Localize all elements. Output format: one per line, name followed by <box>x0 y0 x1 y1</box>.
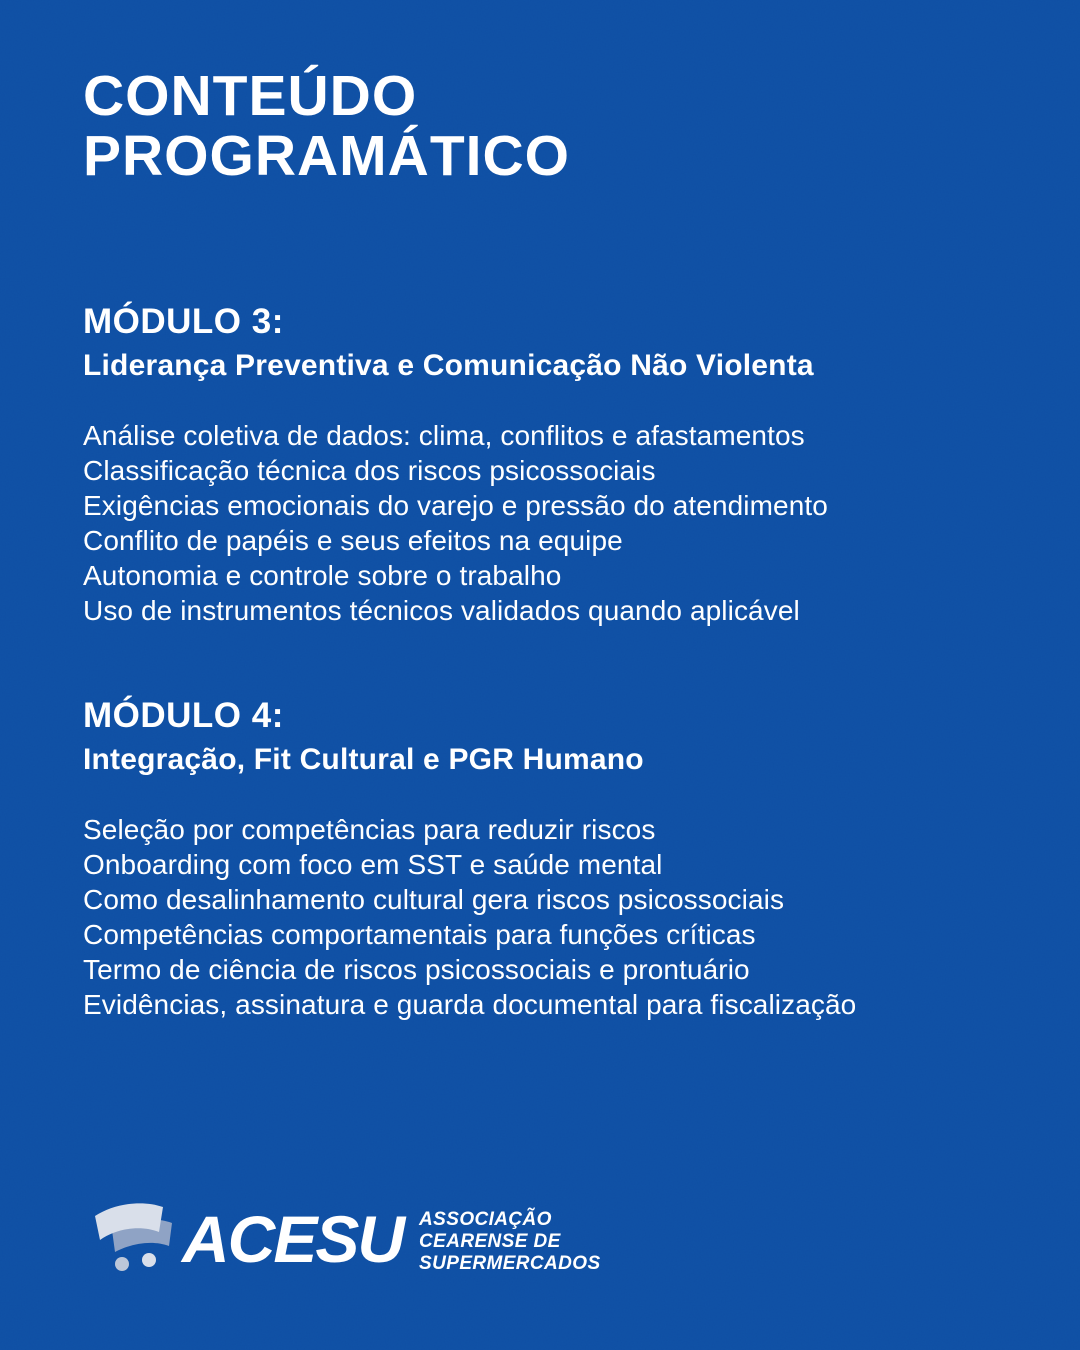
module-3-section <box>83 300 1013 628</box>
page-title <box>83 66 570 187</box>
acesu-logo <box>92 1196 601 1276</box>
list-item: Seleção por competências para reduzir riscos <box>83 814 656 845</box>
module-3-subtitle: Liderança Preventiva e Comunicação Não Violenta <box>83 349 814 382</box>
list-item: Onboarding com foco em SST e saúde mental <box>83 849 663 880</box>
list-item: Autonomia e controle sobre o trabalho <box>83 560 562 591</box>
brand-wordmark: ACESU <box>182 1202 404 1276</box>
org-name-line3: SUPERMERCADOS <box>419 1253 601 1274</box>
list-item: Termo de ciência de riscos psicossociais e prontuário <box>83 954 750 985</box>
list-item: Conflito de papéis e seus efeitos na equipe <box>83 525 623 556</box>
list-item: Como desalinhamento cultural gera riscos psicossociais <box>83 884 785 915</box>
list-item: Competências comportamentais para funções críticas <box>83 919 756 950</box>
list-item: Exigências emocionais do varejo e pressão do atendimento <box>83 490 828 521</box>
org-name <box>419 1209 601 1275</box>
org-name-line1: ASSOCIAÇÃO <box>419 1209 552 1230</box>
module-4-section <box>83 694 1013 1022</box>
module-3-topic-list <box>83 418 1013 628</box>
page-title-line2: PROGRAMÁTICO <box>83 124 570 189</box>
org-name-line2: CEARENSE DE <box>419 1231 561 1252</box>
list-item: Classificação técnica dos riscos psicossociais <box>83 455 656 486</box>
page-title-line1: CONTEÚDO <box>83 64 418 128</box>
module-4-topic-list <box>83 812 1013 1022</box>
list-item: Evidências, assinatura e guarda documental para fiscalização <box>83 989 857 1020</box>
module-4-subtitle: Integração, Fit Cultural e PGR Humano <box>83 743 644 776</box>
list-item: Análise coletiva de dados: clima, conflitos e afastamentos <box>83 420 805 451</box>
module-3-heading: MÓDULO 3: <box>83 302 284 341</box>
shopping-cart-icon <box>92 1196 174 1276</box>
module-4-heading: MÓDULO 4: <box>83 696 284 735</box>
list-item: Uso de instrumentos técnicos validados quando aplicável <box>83 595 800 626</box>
